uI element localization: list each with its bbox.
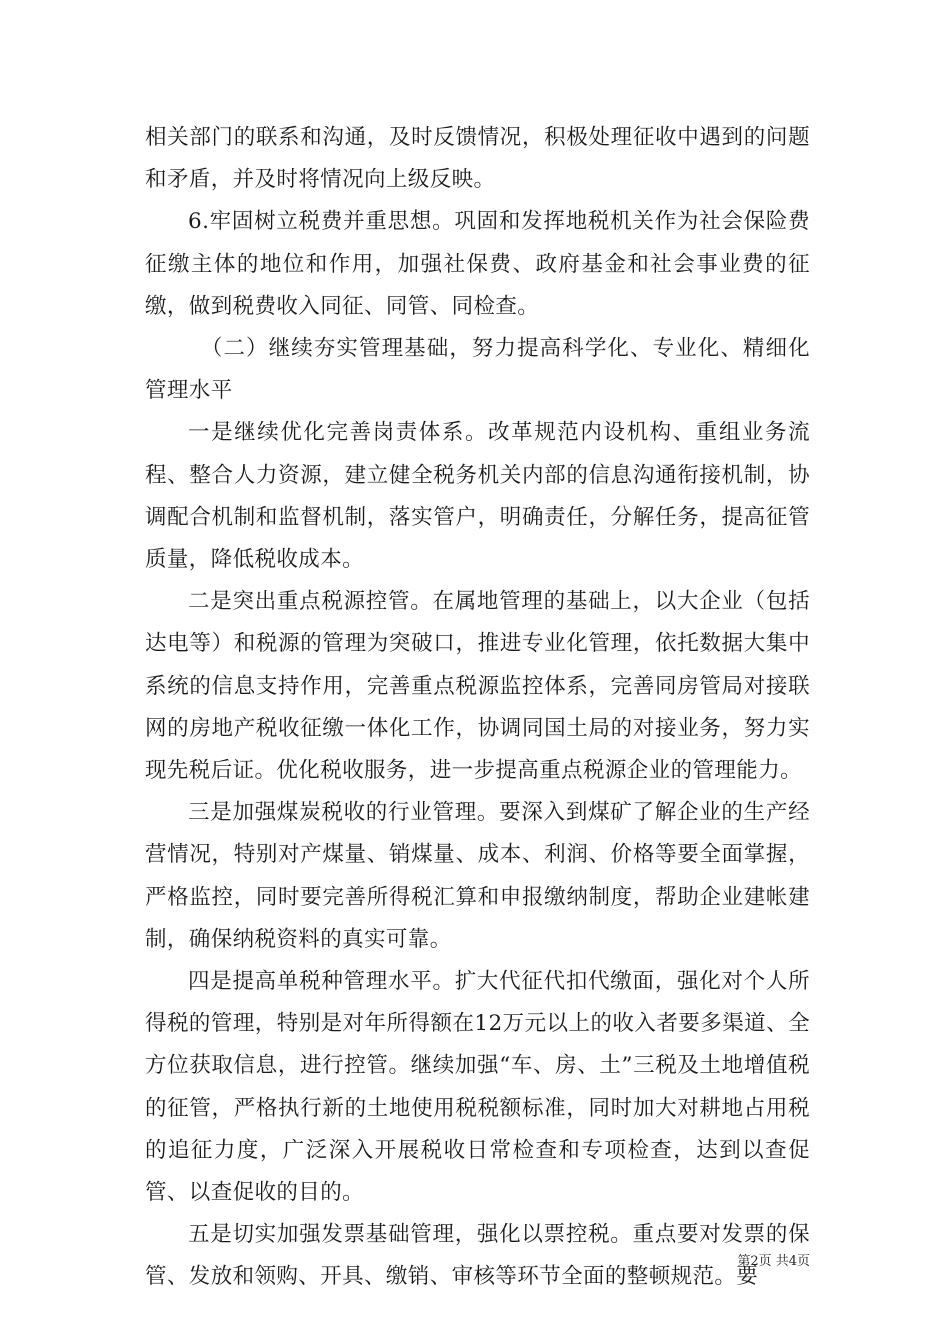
document-body	[145, 117, 810, 1299]
paragraph-continuation: 相关部门的联系和沟通，及时反馈情况，积极处理征收中遇到的问题和矛盾，并及时将情况向上级反映。	[145, 125, 810, 193]
section-heading-2: （二）继续夯实管理基础，努力提高科学化、专业化、精细化管理水平	[145, 336, 810, 404]
paragraph-point-4: 四是提高单税种管理水平。扩大代征代扣代缴面，强化对个人所得税的管理，特别是对年所得额在12万元以上的收入者要多渠道、全方位获取信息，进行控管。继续加强“车、房、土”三税及土地增值税的征管，严格执行新的土地使用税税额标准，同时加大对耕地占用税的追征力度，广泛深入开展税收日常检查和专项检查，达到以查促管、以查促收的目的。	[145, 969, 810, 1206]
paragraph-point-5: 五是切实加强发票基础管理，强化以票控税。重点要对发票的保管、发放和领购、开具、缴销、审核等环节全面的整顿规范。要	[145, 1222, 810, 1290]
paragraph-item-6: 6.牢固树立税费并重思想。巩固和发挥地税机关作为社会保险费征缴主体的地位和作用，加强社保费、政府基金和社会事业费的征缴，做到税费收入同征、同管、同检查。	[145, 209, 810, 319]
page-number-footer: 第2页 共4页	[737, 1254, 810, 1269]
paragraph-point-1: 一是继续优化完善岗责体系。改革规范内设机构、重组业务流程、整合人力资源，建立健全税务机关内部的信息沟通衔接机制，协调配合机制和监督机制，落实管户，明确责任，分解任务，提高征管质量，降低税收成本。	[145, 420, 810, 573]
paragraph-point-2: 二是突出重点税源控管。在属地管理的基础上，以大企业（包括达电等）和税源的管理为突破口，推进专业化管理，依托数据大集中系统的信息支持作用，完善重点税源监控体系，完善同房管局对接联网的房地产税收征缴一体化工作，协调同国土局的对接业务，努力实现先税后证。优化税收服务，进一步提高重点税源企业的管理能力。	[145, 589, 810, 784]
paragraph-point-3: 三是加强煤炭税收的行业管理。要深入到煤矿了解企业的生产经营情况，特别对产煤量、销煤量、成本、利润、价格等要全面掌握，严格监控，同时要完善所得税汇算和申报缴纳制度，帮助企业建帐建制，确保纳税资料的真实可靠。	[145, 800, 810, 952]
